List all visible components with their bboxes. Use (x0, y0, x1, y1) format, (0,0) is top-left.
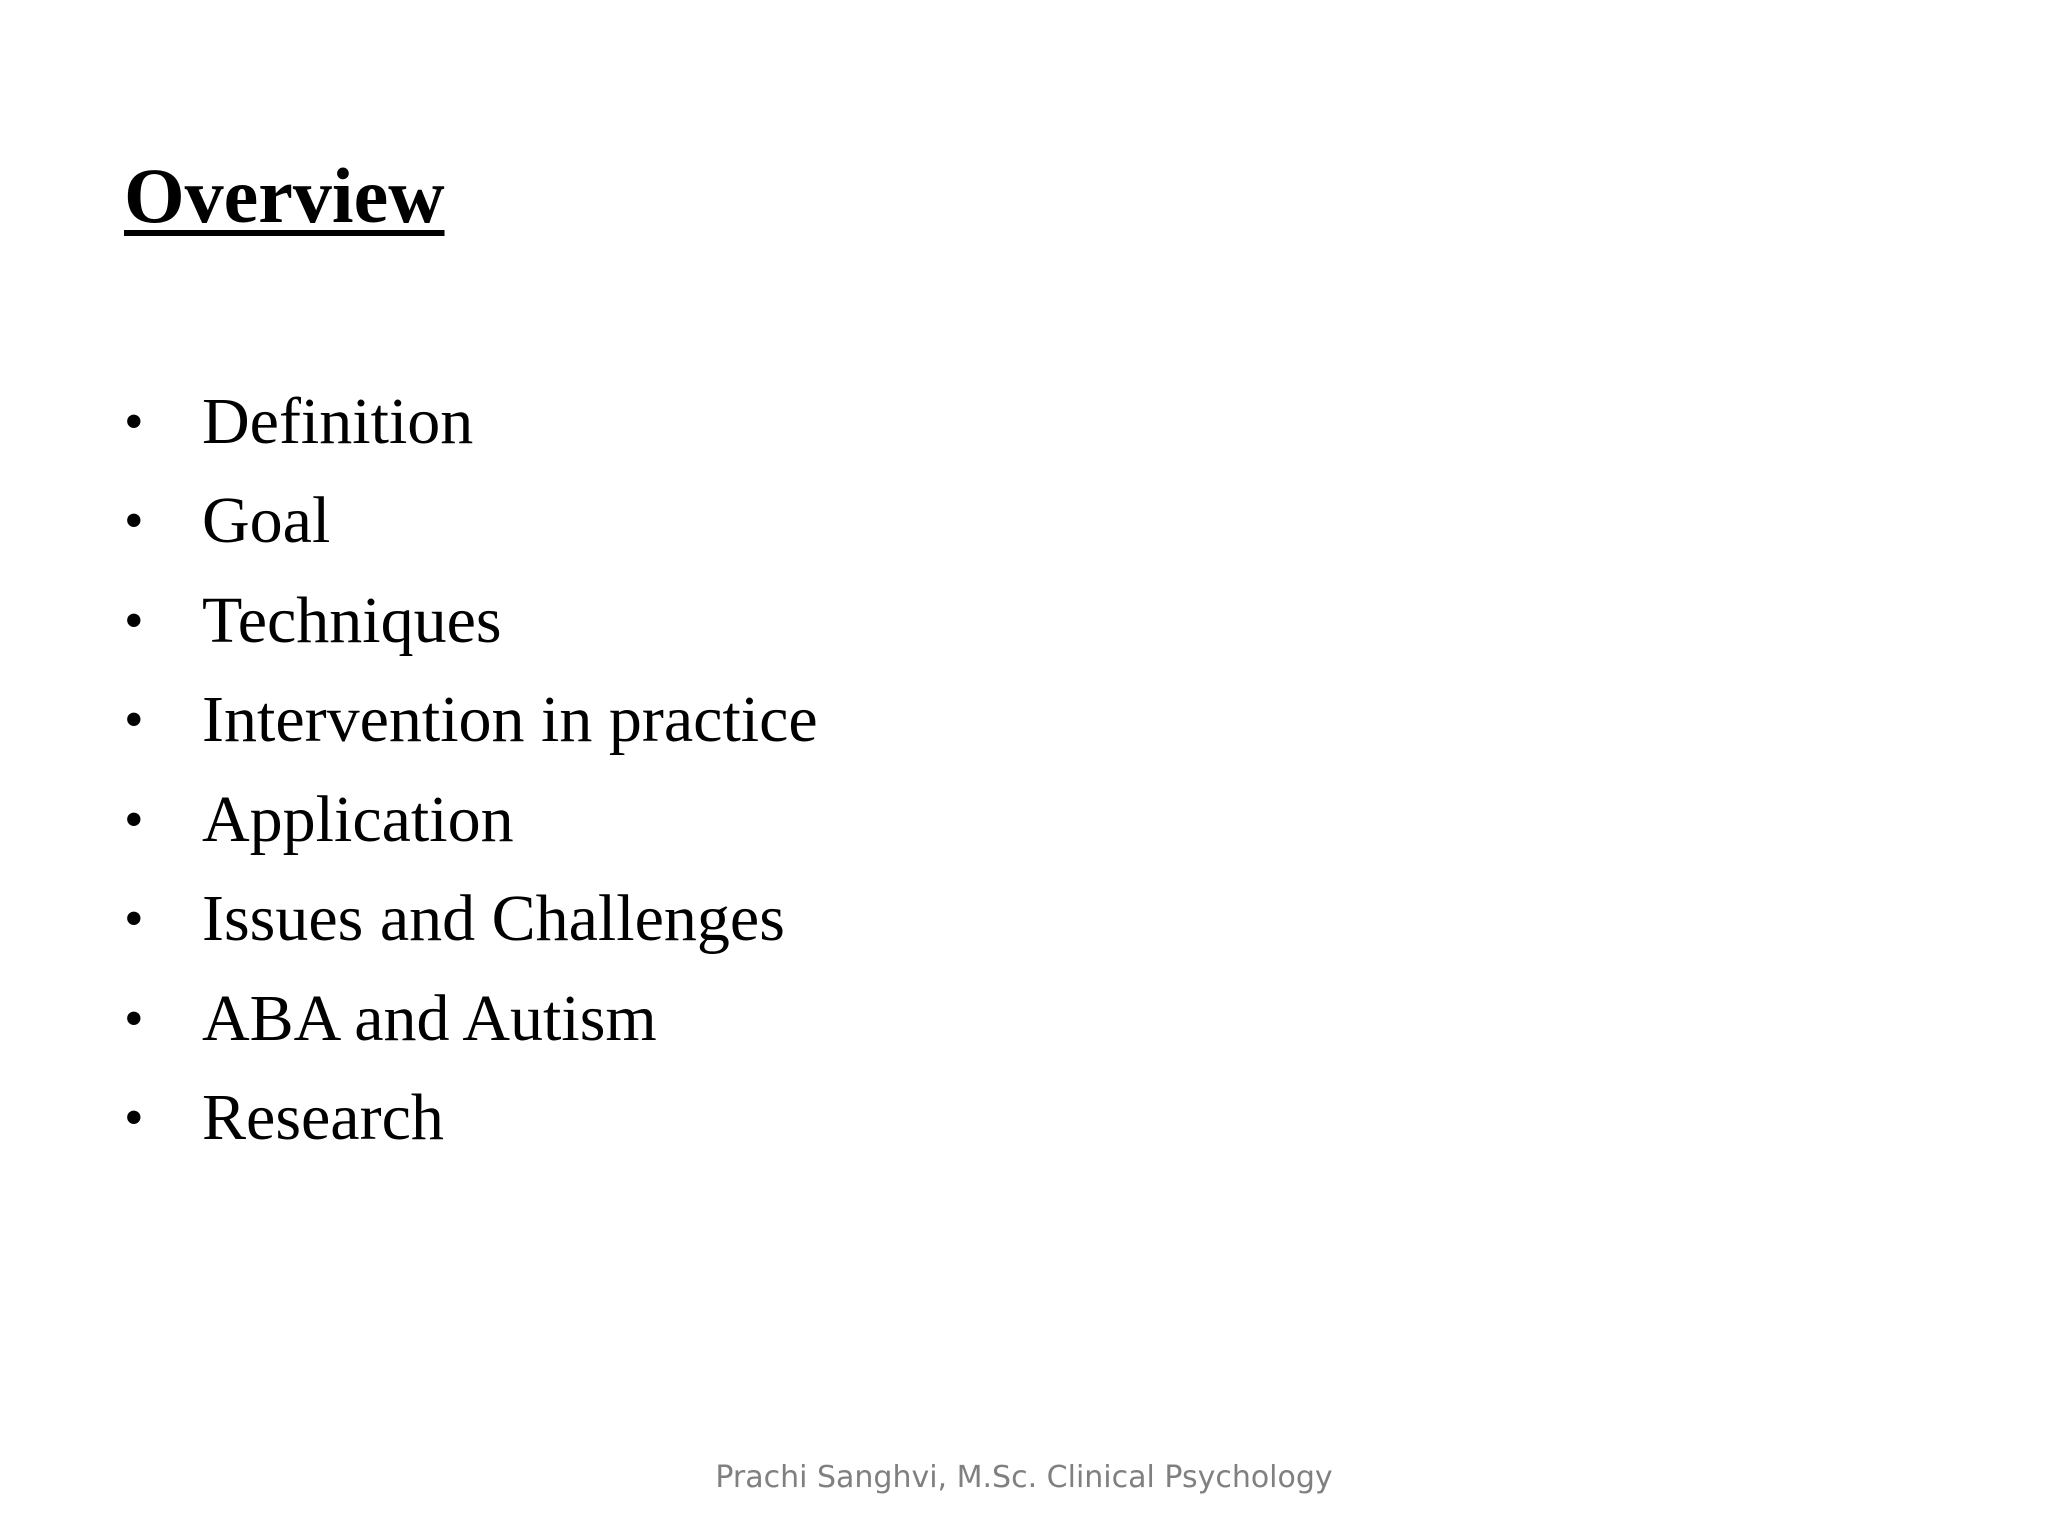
list-item-label: Issues and Challenges (202, 882, 785, 956)
list-item-application (124, 770, 818, 870)
bullet-icon: • (124, 1087, 144, 1150)
list-item-label: ABA and Autism (202, 981, 657, 1055)
bullet-icon: • (124, 589, 144, 652)
list-item-label: Research (202, 1081, 444, 1155)
bullet-icon: • (124, 689, 144, 752)
list-item-goal (124, 472, 818, 572)
slide-footer: Prachi Sanghvi, M.Sc. Clinical Psychology (715, 1460, 1333, 1495)
list-item-label: Goal (202, 484, 331, 558)
list-item-aba-autism (124, 969, 818, 1069)
slide-title: Overview (124, 152, 445, 239)
list-item-label: Intervention in practice (202, 683, 818, 757)
list-item-techniques (124, 571, 818, 671)
list-item-research (124, 1069, 818, 1169)
list-item-label: Definition (202, 384, 474, 458)
bullet-icon: • (124, 490, 144, 553)
list-item-definition (124, 372, 818, 472)
list-item-intervention (124, 671, 818, 771)
list-item-issues (124, 870, 818, 970)
overview-list (124, 372, 818, 1168)
bullet-icon: • (124, 390, 144, 453)
list-item-label: Techniques (202, 583, 502, 657)
bullet-icon: • (124, 788, 144, 851)
bullet-icon: • (124, 987, 144, 1050)
list-item-label: Application (202, 782, 514, 856)
bullet-icon: • (124, 888, 144, 951)
